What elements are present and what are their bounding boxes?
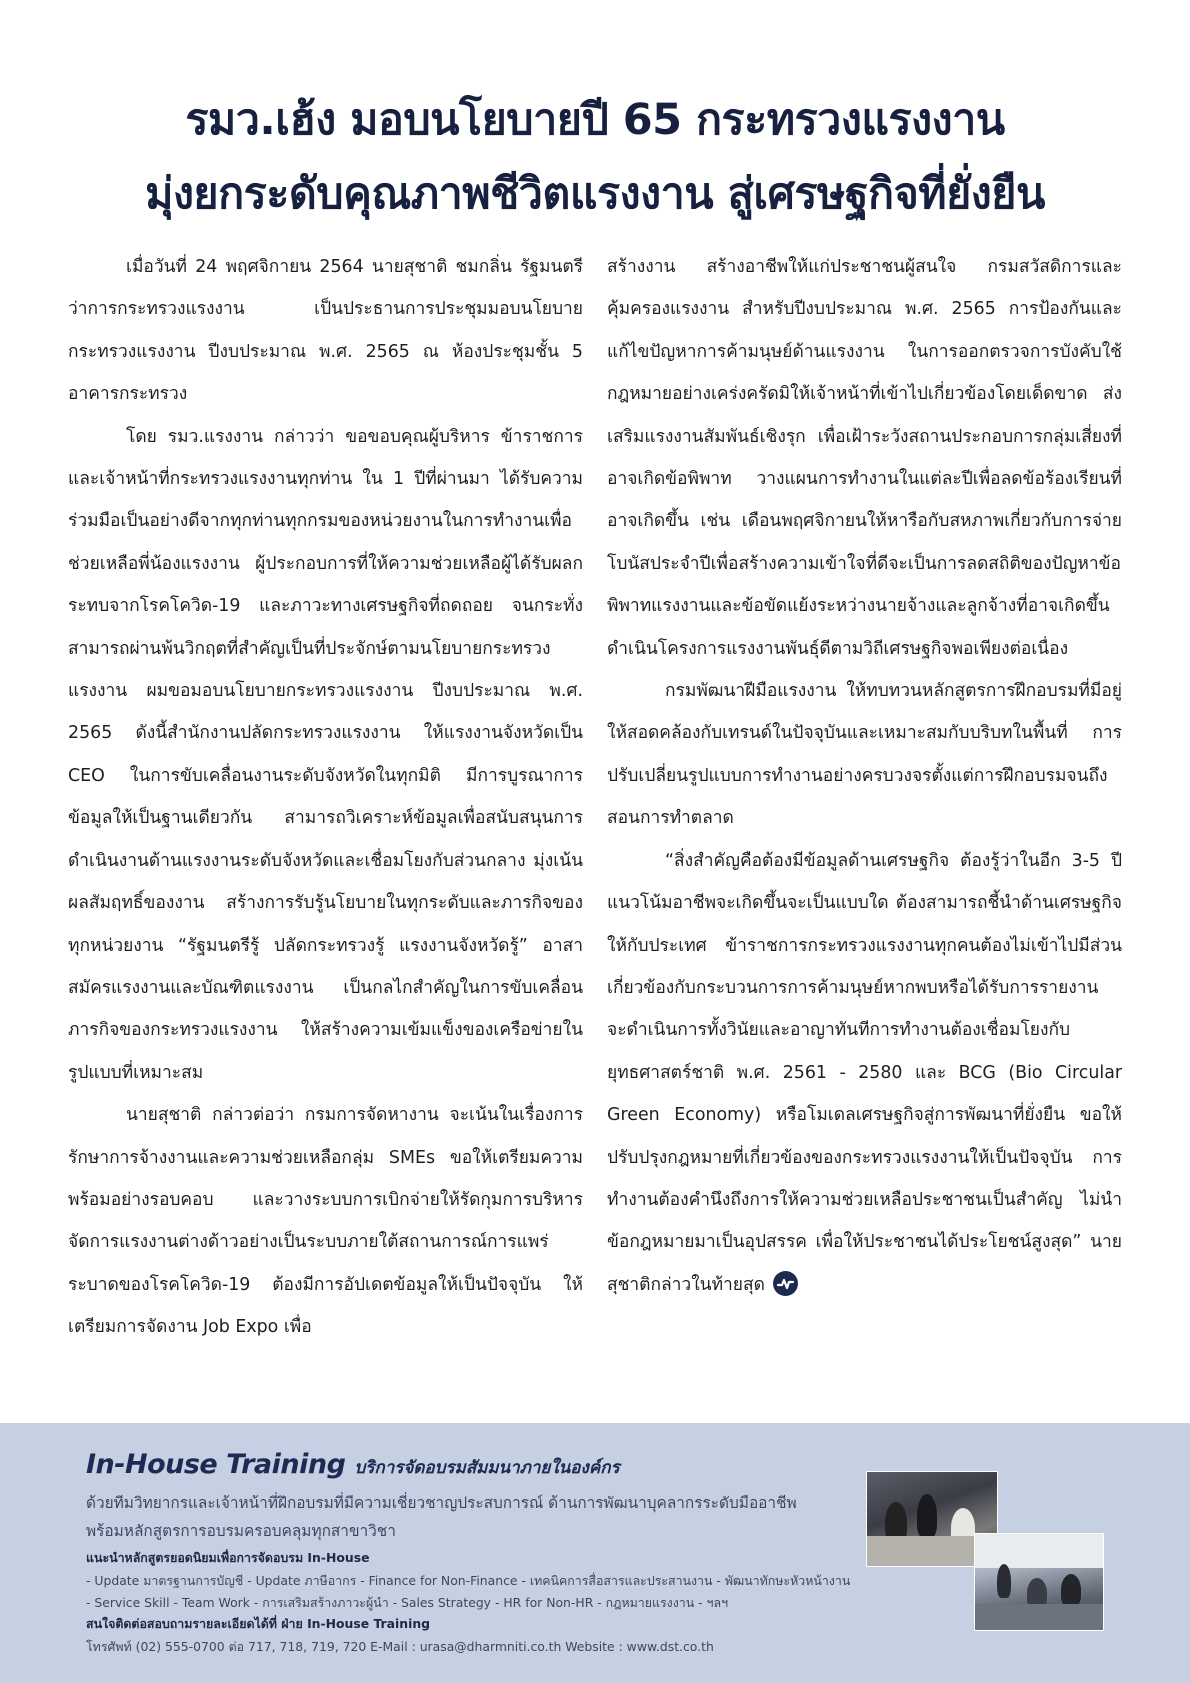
contact-heading: สนใจติดต่อสอบถามรายละเอียดได้ที่ ฝ่าย In-House Training bbox=[86, 1616, 431, 1631]
article-closing-text: “สิ่งสำคัญคือต้องมีข้อมูลด้านเศรษฐกิจ ต้องรู้ว่าในอีก 3-5 ปี แนวโน้มอาชีพจะเกิดขึ้นจะเป็นแบบใด ต้องสามารถชี้นำด้านเศรษฐกิจให้กับประเทศ ข้าราชการกระทรวงแรงงานทุกคนต้องไม่เข้าไปมีส่วนเกี่ยวข้องกับกระบวนการการค้ามนุษย์หากพบหรือได้รับการรายงาน จะดำเนินการทั้งวินัยและอาญาทันทีการทำงานต้องเชื่อมโยงกับยุทธศาสตร์ชาติ พ.ศ. 2561 - 2580 และ BCG (Bio Circular Green Economy) หรือโมเดลเศรษฐกิจสู่การพัฒนาที่ยั่งยืน ขอให้ปรับปรุงกฎหมายที่เกี่ยวข้องของกระทรวงแรงงานให้เป็นปัจจุบัน การทำงานต้องคำนึงถึงการให้ความช่วยเหลือประชาชนเป็นสำคัญ ไม่นำข้อกฎหมายมาเป็นอุปสรรค เพื่อให้ประชาชนได้ประโยชน์สูงสุด” นายสุชาติกล่าวในท้ายสุด bbox=[607, 850, 1122, 1295]
banner-description-2: พร้อมหลักสูตรการอบรมครอบคลุมทุกสาขาวิชา bbox=[86, 1522, 396, 1540]
courses-heading: แนะนำหลักสูตรยอดนิยมเพื่อการจัดอบรม In-House bbox=[86, 1550, 370, 1565]
end-of-article-icon bbox=[773, 1271, 798, 1296]
courses-list-1: - Update มาตรฐานการบัญชี - Update ภาษีอากร - Finance for Non-Finance - เทคนิคการสื่อสารและประสานงาน - พัฒนาทักษะหัวหน้างาน bbox=[86, 1573, 851, 1588]
banner-brand: In-House Training bbox=[86, 1449, 346, 1480]
article-paragraph: สร้างงาน สร้างอาชีพให้แก่ประชาชนผู้สนใจ กรมสวัสดิการและคุ้มครองแรงงาน สำหรับปีงบประมาณ พ.ศ. 2565 การป้องกันและแก้ไขปัญหาการค้ามนุษย์ด้านแรงงาน ในการออกตรวจการบังคับใช้กฎหมายอย่างเคร่งครัดมิให้เจ้าหน้าที่เข้าไปเกี่ยวข้องโดยเด็ดขาด ส่งเสริมแรงงานสัมพันธ์เชิงรุก เพื่อเฝ้าระวังสถานประกอบการกลุ่มเสี่ยงที่อาจเกิดข้อพิพาท วางแผนการทำงานในแต่ละปีเพื่อลดข้อร้องเรียนที่อาจเกิดขึ้น เช่น เดือนพฤศจิกายนให้หารือกับสหภาพเกี่ยวกับการจ่ายโบนัสประจำปีเพื่อสร้างความเข้าใจที่ดีจะเป็นการลดสถิติของปัญหาข้อพิพาทแรงงานและข้อขัดแย้งระหว่างนายจ้างและลูกจ้างที่อาจเกิดขึ้น ดำเนินโครงการแรงงานพันธุ์ดีตามวิถีเศรษฐกิจพอเพียงต่อเนื่อง bbox=[607, 257, 1122, 659]
banner-description-1: ด้วยทีมวิทยากรและเจ้าหน้าที่ฝึกอบรมที่มีความเชี่ยวชาญประสบการณ์ ด้านการพัฒนาบุคลากรระดับมืออาชีพ bbox=[86, 1494, 797, 1512]
banner-brand-subtitle: บริการจัดอบรมสัมมนาภายในองค์กร bbox=[354, 1458, 620, 1478]
courses-list-2: - Service Skill - Team Work - การเสริมสร้างภาวะผู้นำ - Sales Strategy - HR for Non-HR - กฎหมายแรงงาน - ฯลฯ bbox=[86, 1595, 729, 1610]
banner-heading bbox=[86, 1449, 620, 1481]
article-paragraph: กรมพัฒนาฝีมือแรงงาน ให้ทบทวนหลักสูตรการฝึกอบรมที่มีอยู่ให้สอดคล้องกับเทรนด์ในปัจจุบันและเหมาะสมกับบริบทในพื้นที่ การปรับเปลี่ยนรูปแบบการทำงานอย่างครบวงจรตั้งแต่การฝึกอบรมจนถึงสอนการทำตลาด bbox=[607, 681, 1122, 829]
article-paragraph: เมื่อวันที่ 24 พฤศจิกายน 2564 นายสุชาติ ชมกลิ่น รัฐมนตรีว่าการกระทรวงแรงงาน เป็นประธานการประชุมมอบนโยบายกระทรวงแรงงาน ปีงบประมาณ พ.ศ. 2565 ณ ห้องประชุมชั้น 5 อาคารกระทรวง bbox=[68, 257, 583, 405]
article-column-left bbox=[68, 246, 583, 1349]
headline-line-1: รมว.เฮ้ง มอบนโยบายปี 65 กระทรวงแรงงาน bbox=[185, 95, 1005, 145]
article-paragraph: โดย รมว.แรงงาน กล่าวว่า ขอขอบคุณผู้บริหาร ข้าราชการและเจ้าหน้าที่กระทรวงแรงงานทุกท่าน ใน 1 ปีที่ผ่านมา ได้รับความร่วมมือเป็นอย่างดีจากทุกท่านทุกกรมของหน่วยงานในการทำงานเพื่อช่วยเหลือพี่น้องแรงงาน ผู้ประกอบการที่ให้ความช่วยเหลือผู้ได้รับผลกระทบจากโรคโควิด-19 และภาวะทางเศรษฐกิจที่ถดถอย จนกระทั่งสามารถผ่านพ้นวิกฤตที่สำคัญเป็นที่ประจักษ์ตามนโยบายกระทรวงแรงงาน ผมขอมอบนโยบายกระทรวงแรงงาน ปีงบประมาณ พ.ศ. 2565 ดังนี้สำนักงานปลัดกระทรวงแรงงาน ให้แรงงานจังหวัดเป็น CEO ในการขับเคลื่อนงานระดับจังหวัดในทุกมิติ มีการบูรณาการข้อมูลให้เป็นฐานเดียวกัน สามารถวิเคราะห์ข้อมูลเพื่อสนับสนุนการดำเนินงานด้านแรงงานระดับจังหวัดและเชื่อมโยงกับส่วนกลาง มุ่งเน้นผลสัมฤทธิ์ของงาน สร้างการรับรู้นโยบายในทุกระดับและภารกิจของทุกหน่วยงาน “รัฐมนตรีรู้ ปลัดกระทรวงรู้ แรงงานจังหวัดรู้” อาสาสมัครแรงงานและบัณฑิตแรงงาน เป็นกลไกสำคัญในการขับเคลื่อนภารกิจของกระทรวงแรงงาน ให้สร้างความเข้มแข็งของเครือข่ายในรูปแบบที่เหมาะสม bbox=[68, 426, 583, 1083]
in-house-training-banner bbox=[0, 1423, 1190, 1683]
article-paragraph bbox=[607, 840, 1122, 1306]
headline-line-2: มุ่งยกระดับคุณภาพชีวิตแรงงาน สู่เศรษฐกิจที่ยั่งยืน bbox=[145, 169, 1045, 219]
article-column-right bbox=[607, 246, 1122, 1306]
training-photo-2 bbox=[974, 1533, 1104, 1631]
article-paragraph: นายสุชาติ กล่าวต่อว่า กรมการจัดหางาน จะเน้นในเรื่องการรักษาการจ้างงานและความช่วยเหลือกลุ่ม SMEs ขอให้เตรียมความพร้อมอย่างรอบคอบ และวางระบบการเบิกจ่ายให้รัดกุมการบริหารจัดการแรงงานต่างด้าวอย่างเป็นระบบภายใต้สถานการณ์การแพร่ระบาดของโรคโควิด-19 ต้องมีการอัปเดตข้อมูลให้เป็นปัจจุบัน ให้เตรียมการจัดงาน Job Expo เพื่อ bbox=[68, 1105, 583, 1338]
contact-info: โทรศัพท์ (02) 555-0700 ต่อ 717, 718, 719, 720 E-Mail : urasa@dharmniti.co.th Website : www.dst.co.th bbox=[86, 1639, 714, 1654]
